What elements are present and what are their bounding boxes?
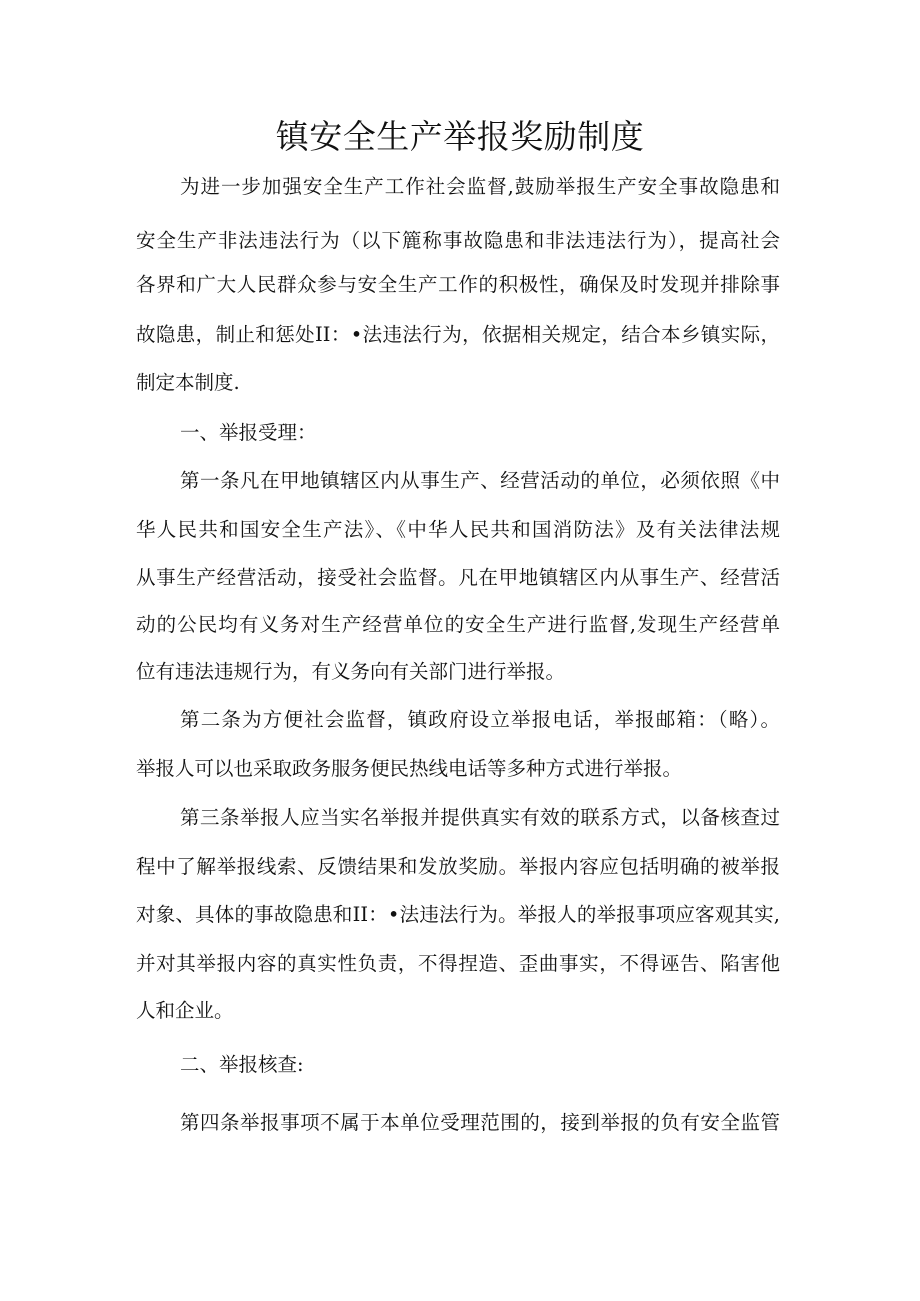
paragraph-line: 并对其举报内容的真实性负责，不得捏造、歪曲事实，不得诬告、陷害他 xyxy=(136,952,780,975)
paragraph-line: 程中了解举报线索、反馈结果和发放奖励。举报内容应包括明确的被举报 xyxy=(136,855,780,878)
paragraph-line: 人和企业。 xyxy=(136,999,234,1022)
paragraph-line: 故隐患，制止和惩处II：•法违法行为，依据相关规定，结合本乡镇实际， xyxy=(136,323,780,346)
section-heading: 二、举报核查: xyxy=(180,1053,304,1076)
paragraph-line: 第一条凡在甲地镇辖区内从事生产、经营活动的单位，必须依照《中 xyxy=(180,469,780,492)
paragraph-line: 华人民共和国安全生产法》、《中华人民共和国消防法》及有关法律法规 xyxy=(136,518,780,541)
paragraph-line: 动的公民均有义务对生产经营单位的安全生产进行监督,发现生产经营单 xyxy=(136,613,780,636)
paragraph-line: 安全生产非法违法行为（以下簏称事故隐患和非法违法行为），提高社会 xyxy=(136,229,780,252)
document-title: 镇安全生产举报奖励制度 xyxy=(275,117,645,156)
paragraph-line: 第三条举报人应当实名举报并提供真实有效的联系方式，以备核查过 xyxy=(180,806,780,829)
paragraph-line: 为进一步加强安全生产工作社会监督,鼓励举报生产安全事故隐患和 xyxy=(180,175,780,198)
section-heading: 一、举报受理： xyxy=(180,421,317,444)
paragraph-line: 第二条为方便社会监督，镇政府设立举报电话，举报邮箱：（略）。 xyxy=(180,708,780,731)
paragraph-line: 对象、具体的事故隐患和II：•法违法行为。举报人的举报事项应客观其实, xyxy=(136,903,780,926)
paragraph-line: 第四条举报事项不属于本单位受理范围的，接到举报的负有安全监管 xyxy=(180,1111,780,1134)
paragraph-line: 各界和广大人民群众参与安全生产工作的积极性，确保及时发现并排除事 xyxy=(136,273,780,296)
paragraph-line: 举报人可以也采取政务服务便民热线电话等多种方式进行举报。 xyxy=(136,757,683,780)
paragraph-line: 位有违法违规行为，有义务向有关部门进行举报。 xyxy=(136,660,566,683)
paragraph-line: 从事生产经营活动，接受社会监督。凡在甲地镇辖区内从事生产、经营活 xyxy=(136,566,780,589)
paragraph-line: 制定本制度. xyxy=(136,371,240,394)
